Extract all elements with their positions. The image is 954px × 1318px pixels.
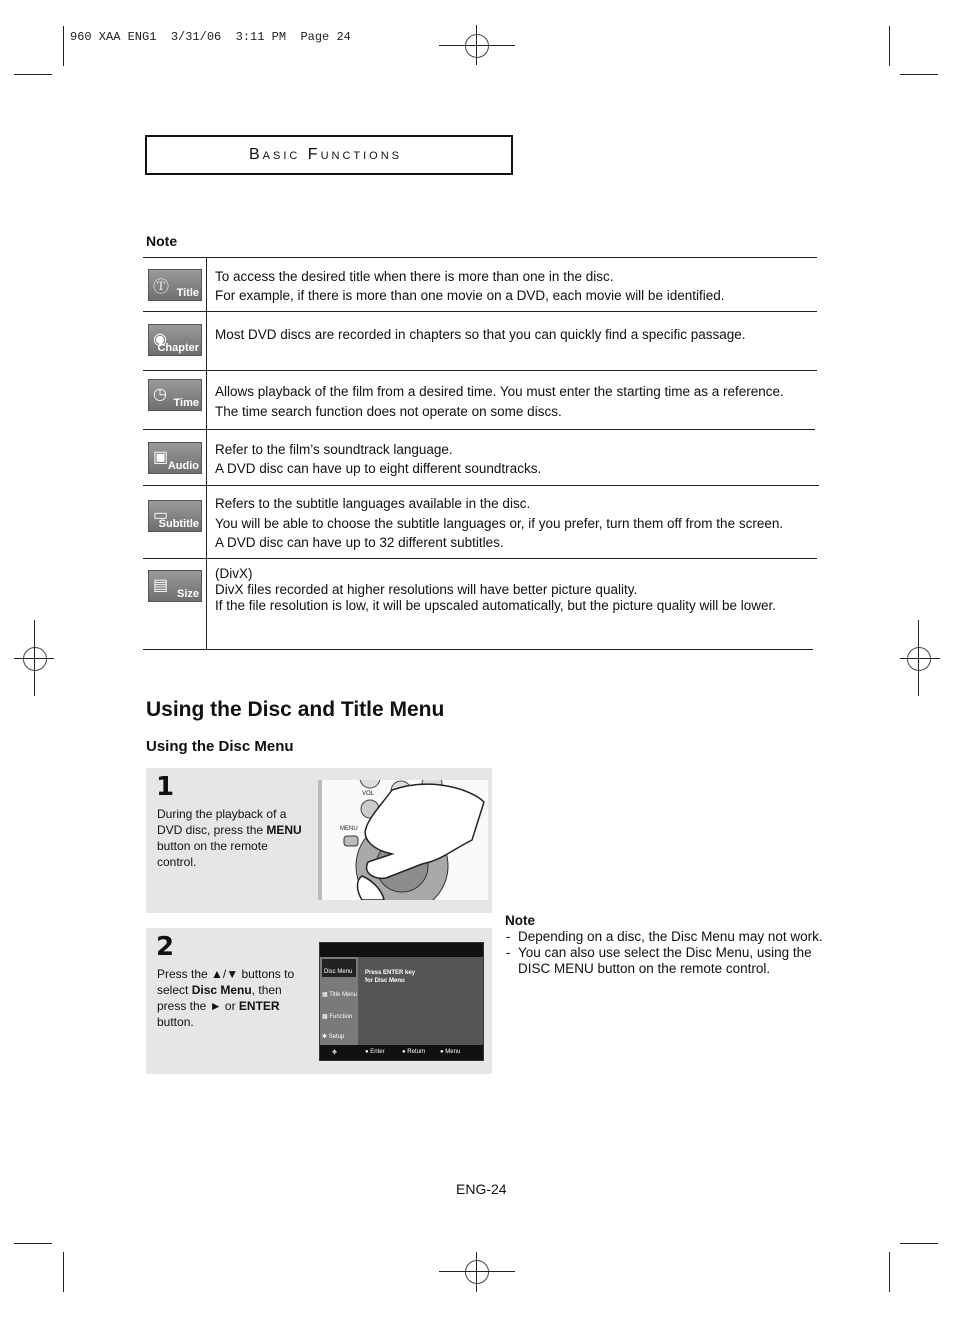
crop-mark <box>63 1252 64 1292</box>
crop-mark <box>889 1252 890 1292</box>
side-note-title: Note <box>505 913 535 928</box>
crop-mark <box>34 620 35 696</box>
table-rule <box>143 257 817 258</box>
note-line: Most DVD discs are recorded in chapters so that you can quickly find a specific passage. <box>215 327 746 342</box>
note-line: DivX files recorded at higher resolutions will have better picture quality. <box>215 582 638 597</box>
subtitle-icon <box>148 500 202 532</box>
note-line: (DivX) <box>215 566 253 581</box>
footer-enter: ● Enter <box>365 1049 385 1055</box>
title-icon <box>148 269 202 301</box>
step-text-bold: ENTER <box>238 999 280 1013</box>
note-line: A DVD disc can have up to 32 different subtitles. <box>215 535 504 550</box>
screen-menu-sidebar <box>320 957 358 1045</box>
table-rule <box>143 429 815 430</box>
crop-mark <box>476 1252 477 1292</box>
crop-mark <box>918 620 919 696</box>
step-text-part: button on the remote control. <box>157 839 268 869</box>
side-note-item: - Depending on a disc, the Disc Menu may not work. <box>505 929 825 945</box>
crop-mark <box>476 25 477 65</box>
icon-label: Title <box>176 287 199 299</box>
note-row-text <box>215 325 746 344</box>
crop-mark <box>63 26 64 66</box>
side-note-item: - You can also use select the Disc Menu, using the DISC MENU button on the remote control. <box>505 945 825 977</box>
print-slug: 960 XAA ENG1 3/31/06 3:11 PM Page 24 <box>70 30 351 44</box>
icon-label: Size <box>176 588 199 600</box>
table-rule <box>143 370 817 371</box>
table-rule <box>143 311 817 312</box>
note-heading: Note <box>146 233 178 249</box>
menu-item-label: Disc Menu <box>324 969 353 975</box>
icon-label: Audio <box>167 460 199 472</box>
table-column-rule <box>206 257 207 650</box>
screen-footer-bar <box>320 1045 483 1060</box>
section-header-box <box>145 135 513 175</box>
footer-label: Enter <box>370 1049 385 1055</box>
crop-mark <box>900 1243 938 1244</box>
menu-item-function[interactable] <box>322 1013 352 1020</box>
step-2-panel <box>146 928 492 1074</box>
step-text-bold: MENU <box>266 823 302 837</box>
step-number: 2 <box>156 932 175 962</box>
chapter-icon <box>148 324 202 356</box>
sub-heading: Using the Disc Menu <box>146 738 294 755</box>
crop-mark <box>14 1243 52 1244</box>
screen-header-bar <box>320 943 483 957</box>
note-line: The time search function does not operate on some discs. <box>215 404 562 419</box>
side-note <box>505 913 825 977</box>
step-text-part: button. <box>157 1015 194 1029</box>
footer-label: Menu <box>445 1049 461 1055</box>
step-text-part: Press the ▲/▼ buttons to select <box>157 967 295 997</box>
menu-item-disc-menu[interactable] <box>322 959 356 977</box>
menu-item-label: Setup <box>328 1034 345 1040</box>
page-number: ENG-24 <box>456 1181 507 1197</box>
remote-menu-label: MENU <box>340 826 358 832</box>
time-icon <box>148 379 202 411</box>
step-instructions <box>157 806 305 870</box>
registration-mark-icon <box>465 1260 489 1284</box>
footer-menu: ● Menu <box>440 1049 461 1055</box>
step-instructions <box>157 966 305 1030</box>
note-line: Refers to the subtitle languages available in the disc. <box>215 496 531 511</box>
footer-label: Return <box>407 1049 426 1055</box>
note-line: Refer to the film’s soundtrack language. <box>215 442 453 457</box>
registration-mark-icon <box>907 647 931 671</box>
step-number: 1 <box>156 772 175 802</box>
table-rule <box>143 485 819 486</box>
registration-mark-icon <box>465 34 489 58</box>
size-icon <box>148 570 202 602</box>
menu-item-setup[interactable] <box>322 1033 344 1040</box>
clock-icon: ◷ <box>153 386 167 403</box>
table-rule <box>143 649 813 650</box>
crop-mark <box>900 74 938 75</box>
step-text-part: , then press the ► or <box>157 983 282 1013</box>
step-text-bold: Disc Menu <box>191 983 252 997</box>
subtitle-screen-icon: ▭ <box>153 507 169 524</box>
step-1-panel <box>146 768 492 913</box>
crop-mark <box>900 658 940 659</box>
crop-mark <box>439 45 515 46</box>
note-line: For example, if there is more than one movie on a DVD, each movie will be identified. <box>215 288 725 303</box>
note-line: You will be able to choose the subtitle languages or, if you prefer, turn them off from the screen. <box>215 515 784 531</box>
dpad-icon: ✥ <box>332 1050 338 1056</box>
crop-mark <box>439 1271 515 1272</box>
icon-label: Subtitle <box>158 518 199 530</box>
note-line: To access the desired title when there is more than one in the disc. <box>215 269 614 284</box>
icon-label: Chapter <box>157 342 199 354</box>
note-row-text <box>215 267 725 305</box>
menu-item-label: Function <box>329 1014 353 1020</box>
note-row-text <box>215 566 776 614</box>
disc-menu-screen <box>319 942 484 1061</box>
crop-mark <box>889 26 890 66</box>
registration-mark-icon <box>23 647 47 671</box>
remote-hand-drawing <box>322 780 488 900</box>
table-rule <box>143 558 817 559</box>
note-line: If the file resolution is low, it will be upscaled automatically, but the picture quality will be lower. <box>215 598 777 613</box>
remote-control-illustration <box>318 780 488 900</box>
step-text-part: During the playback of a DVD disc, press the <box>157 807 287 837</box>
footer-return: ● Return <box>402 1049 426 1055</box>
screen-message <box>365 969 415 985</box>
icon-label: Time <box>173 397 199 409</box>
note-line: Allows playback of the film from a desired time. You must enter the starting time as a reference. <box>215 384 784 399</box>
disc-icon: ◉ <box>153 331 167 348</box>
section-title: Basic Functions <box>249 146 403 163</box>
screen-message-line: Press ENTER key <box>365 970 416 976</box>
remote-vol-label: VOL <box>362 791 375 797</box>
note-line: A DVD disc can have up to eight different soundtracks. <box>215 461 542 476</box>
gear-icon: ✱ <box>322 1034 329 1040</box>
note-row-text <box>215 440 541 478</box>
title-t-icon: Ⓣ <box>153 279 170 296</box>
page-heading: Using the Disc and Title Menu <box>146 698 445 721</box>
speaker-icon: ▣ <box>153 449 169 466</box>
note-row-text <box>215 382 784 422</box>
menu-item-label: Title Menu <box>329 992 358 998</box>
crop-mark <box>14 74 52 75</box>
menu-item-title-menu[interactable] <box>322 991 357 998</box>
note-row-text <box>215 494 783 553</box>
resize-icon: ▤ <box>153 577 169 594</box>
menu-title-icon: ▦ <box>322 992 330 998</box>
audio-icon <box>148 442 202 474</box>
screen-message-line: for Disc Menu <box>365 978 405 984</box>
menu-function-icon: ▩ <box>322 1014 330 1020</box>
